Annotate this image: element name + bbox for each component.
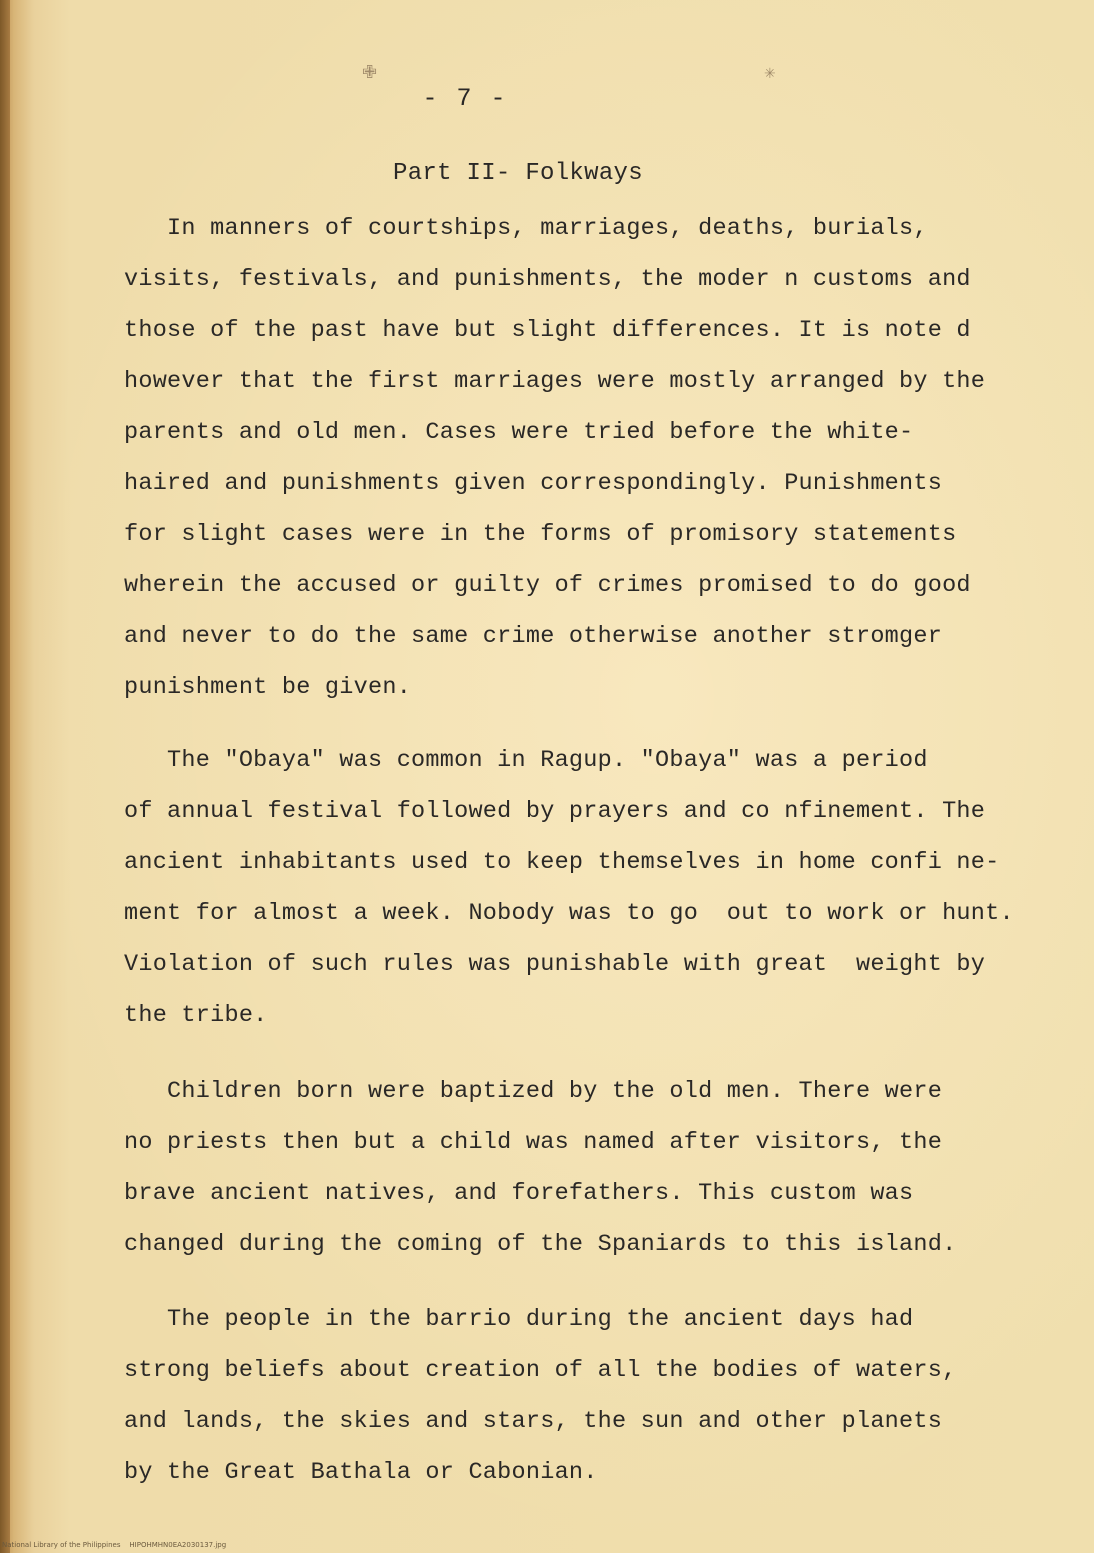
paragraph-baptism (124, 1066, 1024, 1270)
paragraph-line: haired and punishments given correspondingly. Punishments (124, 470, 943, 497)
paragraph-line: Children born were baptized by the old men. There were (124, 1078, 943, 1105)
paragraph-line: those of the past have but slight differences. It is note d (124, 317, 971, 344)
paragraph-courtship-customs (124, 203, 1024, 713)
pencil-mark-left: ✙ (362, 62, 378, 83)
paragraph-line: ment for almost a week. Nobody was to go out to work or hunt. (124, 900, 1014, 927)
paragraph-line: of annual festival followed by prayers and co nfinement. The (124, 798, 986, 825)
paragraph-line: punishment be given. (124, 674, 412, 701)
paragraph-obaya (124, 735, 1024, 1041)
paragraph-line: strong beliefs about creation of all the bodies of waters, (124, 1357, 957, 1384)
paragraph-line: changed during the coming of the Spaniards to this island. (124, 1231, 957, 1258)
paragraph-line: however that the first marriages were mostly arranged by the (124, 368, 986, 395)
paragraph-line: Violation of such rules was punishable with great weight by (124, 951, 986, 978)
paragraph-line: no priests then but a child was named after visitors, the (124, 1129, 943, 1156)
paragraph-line: visits, festivals, and punishments, the moder n customs and (124, 266, 971, 293)
pencil-mark-right: ✳ (764, 66, 776, 82)
page-binding-edge (0, 0, 10, 1553)
paragraph-line: In manners of courtships, marriages, deaths, burials, (124, 215, 928, 242)
paragraph-line: and never to do the same crime otherwise another stromger (124, 623, 943, 650)
paragraph-line: ancient inhabitants used to keep themselves in home confi ne- (124, 849, 1000, 876)
paragraph-line: by the Great Bathala or Cabonian. (124, 1459, 598, 1486)
paragraph-line: for slight cases were in the forms of promisory statements (124, 521, 957, 548)
paragraph-line: The people in the barrio during the ancient days had (124, 1306, 914, 1333)
paragraph-creation-beliefs (124, 1294, 1024, 1498)
paragraph-line: The "Obaya" was common in Ragup. "Obaya" was a period (124, 747, 928, 774)
paragraph-line: wherein the accused or guilty of crimes promised to do good (124, 572, 971, 599)
paragraph-line: and lands, the skies and stars, the sun and other planets (124, 1408, 943, 1435)
page-number: - 7 - (422, 84, 508, 113)
paragraph-line: parents and old men. Cases were tried before the white- (124, 419, 914, 446)
scan-footer-caption: National Library of the Philippines HIPOHMHN0EA2030137.jpg (2, 1541, 227, 1549)
paragraph-line: brave ancient natives, and forefathers. This custom was (124, 1180, 914, 1207)
section-title: Part II- Folkways (393, 160, 643, 187)
paragraph-line: the tribe. (124, 1002, 268, 1029)
